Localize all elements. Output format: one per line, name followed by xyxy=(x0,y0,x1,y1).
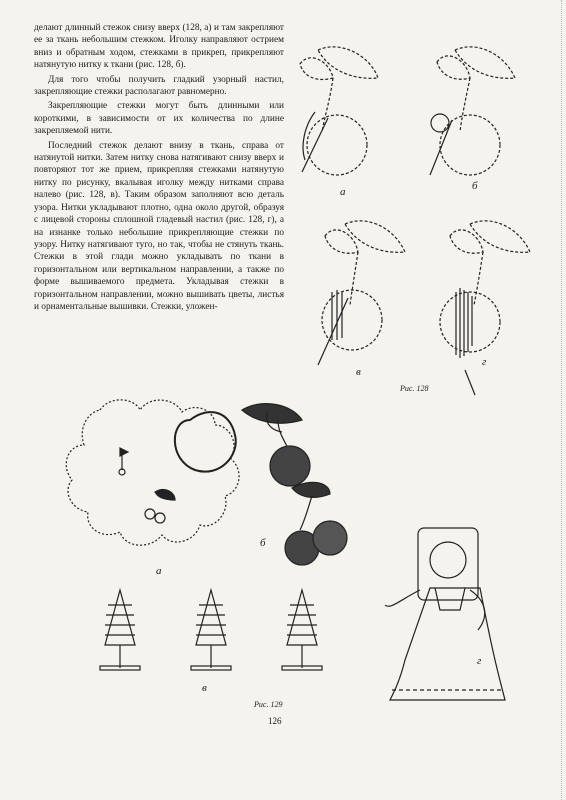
fig128-label-v: в xyxy=(356,366,361,378)
fig129-label-v: в xyxy=(202,682,207,694)
paragraph-2: Для того чтобы получить гладкий узорный настил, закрепляющие стежки располагают равномерно. xyxy=(34,74,284,98)
fig129-a-napkin xyxy=(66,400,239,545)
paragraph-3: Закрепляющие стежки могут быть длинными или короткими, в зависимости от их количества по длине закрепляемой нити. xyxy=(34,101,284,137)
page-number: 126 xyxy=(268,716,282,726)
figure-129-caption: Рис. 129 xyxy=(254,700,283,709)
fig129-label-b: б xyxy=(260,537,266,549)
fig128-v-cherry-diagram xyxy=(318,221,405,365)
fig129-g-child-gown xyxy=(385,528,505,700)
scan-edge xyxy=(557,0,562,800)
paragraph-4: Последний стежок делают внизу в ткань, справа от натянутой нитки. Затем нитку снова натягивают снизу вверх и повторяют тот же прием, прикрепляя стежками натянутую нитку по рисунку, вкалывая иголку между нитками справа налево (рис. 128, в). Таким образом заполняют всю деталь узора. Нитки укладывают плотно, одна около другой, образуя с лицевой стороны сплошной гладевый настил (рис. 128, г), а на изнанке только небольшие прикрепляющие стежки по узору. Нитку натягивают туго, но так, чтобы не стянуть ткань. Стежки в этой глади можно укладывать по ткани в горизонтальном или вертикальном направлении, а также по форме вышиваемого предмета. Укладывая стежки в горизонтальном направлении, можно вышивать цветы, листья и орнаментальные вышивки. Стежки, уложен- xyxy=(34,140,284,312)
fig128-label-b: б xyxy=(472,180,478,192)
figure-128-caption: Рис. 128 xyxy=(400,384,429,393)
paragraph-1: делают длинный стежок снизу вверх (128, а) и там закрепляют ее за ткань небольшим стежком. Иголку направляют острием вниз и обратным ходом, стежками в прикреп, прикрепляют натянутую нитку к ткани (рис. 128, б). xyxy=(34,23,284,71)
fig129-b-cherries xyxy=(242,404,347,565)
fig129-label-g: г xyxy=(477,655,482,667)
fig128-a-cherry-diagram xyxy=(300,47,378,175)
fig129-label-a: а xyxy=(156,565,162,577)
fig129-v-trees xyxy=(100,590,322,670)
fig128-label-g: г xyxy=(482,356,487,368)
fig128-label-a: а xyxy=(340,186,346,198)
fig128-g-cherry-diagram xyxy=(440,221,530,395)
fig128-b-cherry-diagram xyxy=(430,47,515,175)
